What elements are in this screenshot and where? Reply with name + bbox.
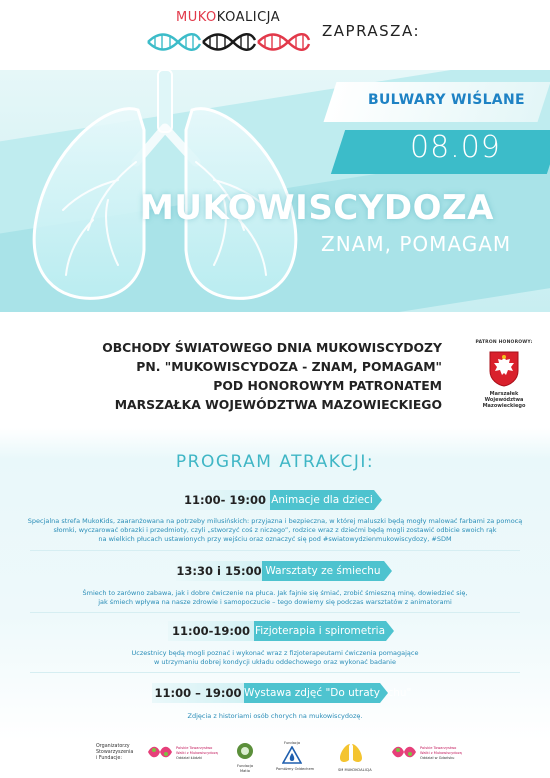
program-desc-1-line-3: na wielkich płucach ustawionych przy wejściu oraz oznaczyć się pod #swiatowydzienmukowiscydozy, #SDM bbox=[98, 535, 452, 543]
logo-text-part2: KOALICJA bbox=[216, 10, 281, 25]
organizers-label-line-2: Stowarzyszenia bbox=[96, 750, 134, 755]
program-desc-3-line-1: Uczestnicy będą mogli poznać i wykonać wraz z fizjoterapeutami ćwiczenia pomagające bbox=[131, 649, 419, 657]
program-desc-3 bbox=[20, 649, 530, 667]
honorary-patron bbox=[471, 340, 537, 409]
intro-text bbox=[100, 338, 442, 414]
fundacja-matio-logo-icon bbox=[236, 742, 254, 762]
program-title: PROGRAM ATRAKCJI: bbox=[175, 452, 375, 472]
sponsor4-line-1: SM MUKOKOALICJA bbox=[338, 768, 372, 772]
patron-name-line-1: Marszałek bbox=[489, 391, 519, 397]
ptwm-lodz-logo-icon bbox=[146, 742, 174, 762]
program-time-1: 11:00- 19:00 bbox=[180, 490, 270, 510]
program-tag-2: Warsztaty ze śmiechu bbox=[262, 561, 384, 581]
program-divider-1 bbox=[30, 550, 520, 551]
header bbox=[0, 0, 550, 70]
program-time-3: 11:00-19:00 bbox=[168, 621, 254, 641]
yellow-lungs-logo-icon bbox=[338, 742, 364, 764]
sponsor1-line-3: Oddział Łódzki bbox=[176, 756, 203, 760]
eagle-crest-icon bbox=[489, 351, 519, 387]
program-desc-3-line-2: w utrzymaniu dobrej kondycji układu oddechowego oraz wykonać badanie bbox=[154, 658, 396, 666]
sponsor3-line-2: Pomóżmy Oddechem bbox=[276, 767, 315, 771]
program-divider-2 bbox=[30, 612, 520, 613]
logo-text bbox=[176, 10, 280, 25]
program-tag-1: Animacje dla dzieci bbox=[270, 490, 374, 510]
intro-line-2: PN. "MUKOWISCYDOZA - ZNAM, POMAGAM" bbox=[136, 359, 442, 374]
logo-text-part1: MUKO bbox=[176, 10, 217, 25]
sponsor2-line-2: Matio bbox=[240, 769, 250, 773]
program-desc-2 bbox=[20, 589, 530, 607]
organizers-label-line-1: Organizatorzy bbox=[96, 744, 130, 749]
dna-strands-icon bbox=[146, 30, 311, 54]
invites-text: ZAPRASZA: bbox=[322, 22, 421, 40]
organizers-label bbox=[96, 744, 133, 762]
event-title: MUKOWISCYDOZA bbox=[140, 188, 494, 228]
sponsor5-line-1: Polskie Towarzystwo bbox=[420, 746, 457, 750]
intro-line-3: POD HONOROWYM PATRONATEM bbox=[213, 378, 442, 393]
ptwm-gdansk-logo-icon bbox=[390, 742, 418, 762]
event-place: BULWARY WIŚLANE bbox=[368, 92, 525, 108]
program-desc-2-line-2: jak śmiech wpływa na nasze zdrowie i samopoczucie – tego dowiemy się podczas warsztatów z animatorami bbox=[98, 598, 452, 606]
patron-name-line-2: Województwa Mazowieckiego bbox=[482, 397, 526, 409]
organizers-label-line-3: i Fundacje: bbox=[96, 756, 122, 761]
program-desc-2-line-1: Śmiech to zarówno zabawa, jak i dobre ćwiczenie na płuca. Jak fajnie się śmiać, zrobić śmieszną minę, dowiedzieć się, bbox=[82, 589, 468, 597]
program-desc-1-line-2: słomki, wyczarować obrazki i przedmioty, czyli „stworzyć coś z niczego”, rodzice wraz z dziećmi będą mogli zostawić odbicie swoich rąk bbox=[53, 526, 497, 534]
intro-line-1: OBCHODY ŚWIATOWEGO DNIA MUKOWISCYDOZY bbox=[102, 340, 442, 355]
sponsor1-line-1: Polskie Towarzystwo bbox=[176, 746, 213, 750]
program-divider-3 bbox=[30, 672, 520, 673]
hero-banner bbox=[0, 70, 550, 312]
program-time-2: 13:30 i 15:00 bbox=[176, 561, 262, 581]
program-tag-3: Fizjoterapia i spirometria bbox=[254, 621, 386, 641]
event-subtitle: ZNAM, POMAGAM bbox=[321, 232, 512, 256]
sponsor5-line-3: Oddział w Gdańsku bbox=[420, 756, 455, 760]
sponsor2-line-1: Fundacja bbox=[237, 764, 254, 768]
event-date: 08.09 bbox=[410, 130, 501, 165]
program-desc-4 bbox=[20, 712, 530, 721]
program-tag-4: Wystawa zdjęć "Do utraty tchu" bbox=[244, 683, 380, 703]
sponsor5-line-2: Walki z Mukowiscydozą bbox=[420, 751, 462, 755]
pomozmy-oddechem-logo-icon bbox=[282, 746, 302, 764]
footer-organizers bbox=[0, 740, 550, 778]
mukokoalicja-logo bbox=[146, 10, 311, 56]
program-desc-1 bbox=[20, 517, 530, 544]
sponsor3-line-1: Fundacja bbox=[284, 741, 301, 745]
program-desc-4-line-1: Zdjęcia z historiami osób chorych na mukowiscydozę. bbox=[187, 712, 363, 720]
intro-line-4: MARSZAŁKA WOJEWÓDZTWA MAZOWIECKIEGO bbox=[114, 397, 442, 412]
program-time-4: 11:00 – 19:00 bbox=[152, 683, 244, 703]
patron-label: PATRON HONOROWY: bbox=[475, 340, 533, 345]
program-desc-1-line-1: Specjalna strefa MukoKids, zaaranżowana na potrzeby milusińskich: przyjazna i bezpieczna, w której maluszki będą mogły malować farbami za pomocą bbox=[27, 517, 523, 525]
sponsor1-line-2: Walki z Mukowiscydozą bbox=[176, 751, 218, 755]
